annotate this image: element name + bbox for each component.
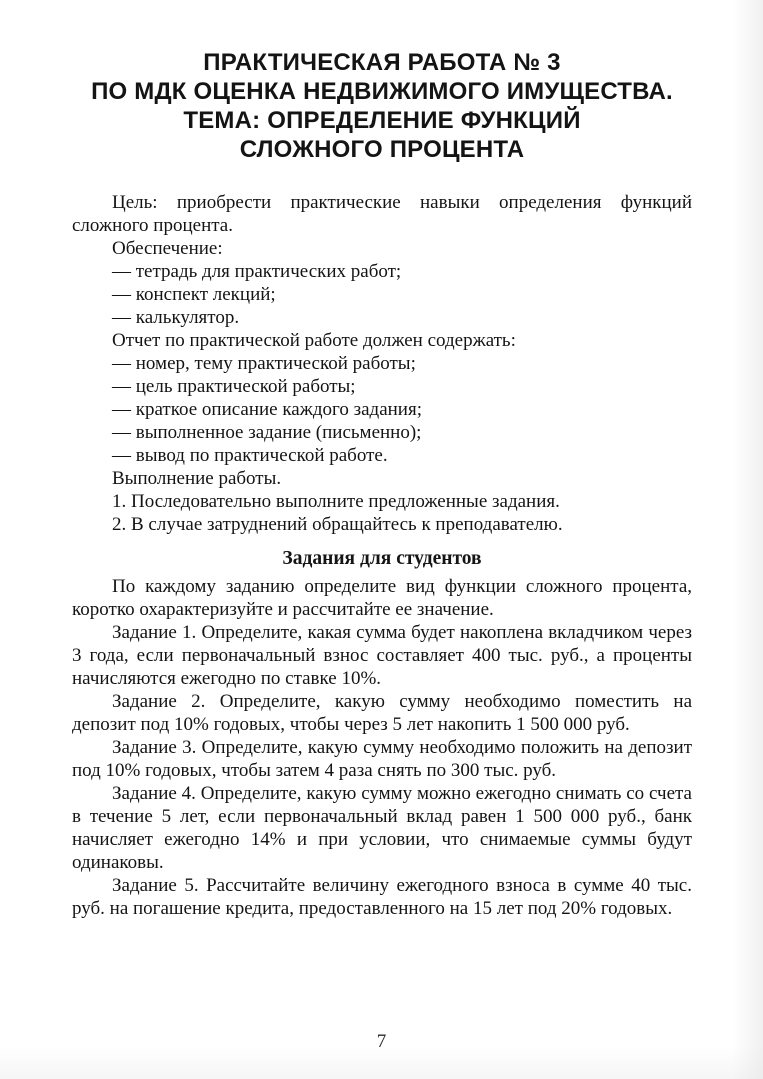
list-item-step: 1. Последовательно выполните предложенные задания.	[112, 491, 560, 512]
section-heading: Задания для студентов	[282, 548, 482, 569]
paragraph-goal: Цель: приобрести практические навыки определения функций сложного процента.	[72, 192, 692, 236]
title-line: ПРАКТИЧЕСКАЯ РАБОТА № 3	[203, 49, 561, 76]
paragraph-task-5: Задание 5. Рассчитайте величину ежегодного взноса в сумме 40 тыс. руб. на погашение кредита, предоставленного на 15 лет под 20% годовых.	[72, 875, 692, 919]
paragraph-report-label: Отчет по практической работе должен содержать:	[112, 330, 516, 351]
list-item-report: — номер, тему практической работы;	[112, 353, 416, 374]
title-line: СЛОЖНОГО ПРОЦЕНТА	[239, 136, 525, 163]
list-item-provision: — тетрадь для практических работ;	[112, 261, 402, 282]
paragraph-task-1: Задание 1. Определите, какая сумма будет накоплена вкладчиком через 3 года, если первоначальный взнос составляет 400 тыс. руб., а проценты начисляются ежегодно по ставке 10%.	[72, 622, 692, 689]
page-number: 7	[376, 1031, 387, 1052]
list-item-report: — цель практической работы;	[112, 376, 356, 397]
page-title	[72, 48, 692, 164]
list-item-step: 2. В случае затруднений обращайтесь к преподавателю.	[112, 514, 563, 535]
title-line: ТЕМА: ОПРЕДЕЛЕНИЕ ФУНКЦИЙ	[183, 107, 581, 134]
title-line: ПО МДК ОЦЕНКА НЕДВИЖИМОГО ИМУЩЕСТВА.	[91, 78, 673, 105]
paragraph-execution-label: Выполнение работы.	[112, 468, 282, 489]
paragraph-task-4: Задание 4. Определите, какую сумму можно ежегодно снимать со счета в течение 5 лет, если первоначальный вклад равен 1 500 000 руб., банк начисляет ежегодно 14% и при условии, что снимаемые суммы будут одинаковы.	[72, 783, 692, 873]
list-item-report: — краткое описание каждого задания;	[112, 399, 422, 420]
document-body	[72, 191, 692, 920]
list-item-report: — выполненное задание (письменно);	[112, 422, 422, 443]
paragraph-task-2: Задание 2. Определите, какую сумму необходимо поместить на депозит под 10% годовых, чтобы через 5 лет накопить 1 500 000 руб.	[72, 691, 692, 735]
paragraph-task-3: Задание 3. Определите, какую сумму необходимо положить на депозит под 10% годовых, чтобы затем 4 раза снять по 300 тыс. руб.	[72, 737, 692, 781]
list-item-provision: — калькулятор.	[112, 307, 240, 328]
list-item-report: — вывод по практической работе.	[112, 445, 388, 466]
paragraph-section-lead: По каждому заданию определите вид функции сложного процента, коротко охарактеризуйте и рассчитайте ее значение.	[72, 576, 692, 620]
paragraph-provision-label: Обеспечение:	[112, 238, 223, 259]
list-item-provision: — конспект лекций;	[112, 284, 276, 305]
